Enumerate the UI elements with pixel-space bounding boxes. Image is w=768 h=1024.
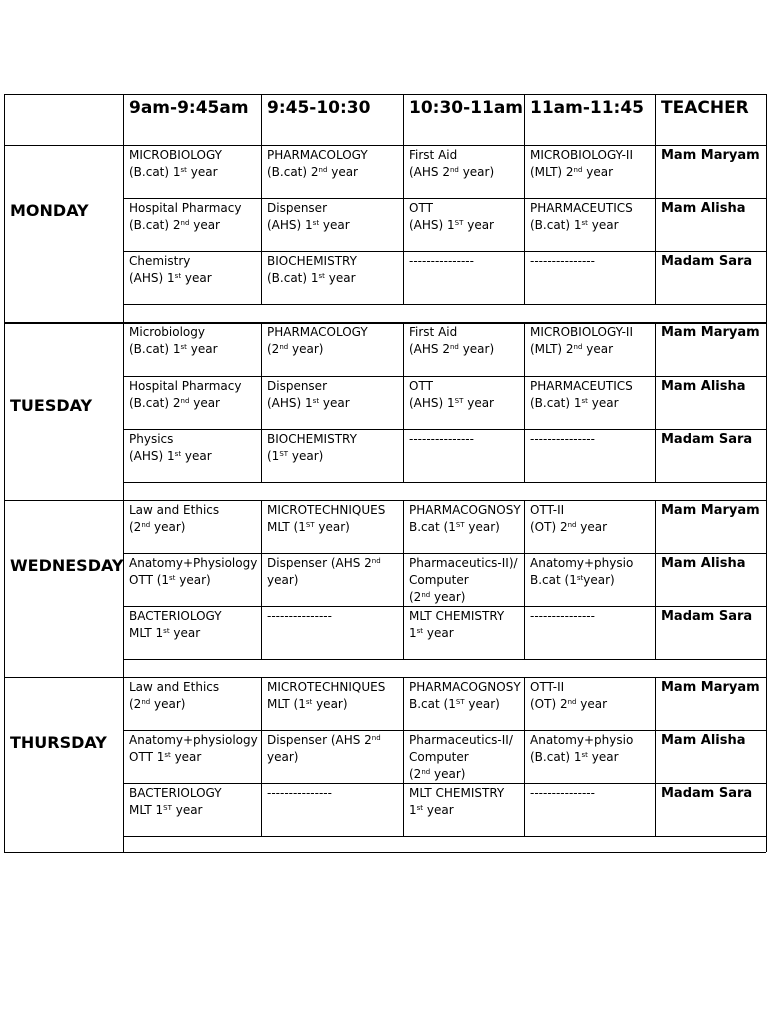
class-cell-line: MLT CHEMISTRY: [409, 786, 505, 800]
class-cell-line: Dispenser (AHS 2nd: [267, 733, 381, 747]
table-border: [403, 94, 404, 145]
class-cell-line: (2nd year): [409, 767, 466, 781]
table-border: [123, 783, 766, 784]
day-label: MONDAY: [10, 201, 89, 220]
table-border: [4, 94, 5, 145]
class-cell: [530, 785, 595, 802]
table-border: [123, 500, 124, 677]
table-border: [524, 500, 525, 659]
table-border: [123, 322, 124, 500]
class-cell-line: (B.cat) 1st year: [530, 218, 619, 232]
class-cell-line: year): [267, 750, 299, 764]
class-cell-line: (B.cat) 1st year: [129, 342, 218, 356]
class-cell: [129, 147, 222, 181]
class-cell-line: Physics: [129, 432, 174, 446]
class-cell: [267, 608, 332, 625]
class-cell-line: Hospital Pharmacy: [129, 201, 242, 215]
class-cell-line: PHARMACOGNOSY: [409, 680, 521, 694]
table-border: [524, 322, 525, 482]
class-cell-line: Law and Ethics: [129, 503, 220, 517]
table-border: [123, 836, 766, 837]
class-cell: [530, 502, 607, 536]
class-cell-line: (OT) 2nd year: [530, 520, 608, 534]
class-cell-line: ---------------: [267, 609, 332, 623]
table-border: [4, 500, 5, 677]
column-header: 9:45-10:30: [267, 98, 371, 118]
class-cell-line: OTT 1st year: [129, 750, 202, 764]
class-cell-line: Law and Ethics: [129, 680, 220, 694]
table-border: [4, 677, 5, 852]
class-cell: [129, 608, 222, 642]
class-cell-line: 1st year: [409, 803, 454, 817]
table-border: [766, 145, 767, 304]
class-cell-line: Dispenser: [267, 379, 327, 393]
table-border: [123, 429, 766, 430]
teacher-name: Madam Sara: [661, 609, 753, 624]
class-cell: [129, 732, 258, 766]
table-border: [123, 251, 766, 252]
table-border: [123, 304, 766, 305]
class-cell-line: First Aid: [409, 148, 458, 162]
class-cell: [409, 502, 521, 536]
table-border: [4, 145, 5, 322]
table-border: [766, 482, 767, 500]
table-border: [4, 677, 766, 678]
class-cell-line: (AHS) 1st year: [267, 218, 350, 232]
class-cell-line: (2nd year): [129, 697, 186, 711]
day-label: THURSDAY: [10, 733, 107, 752]
class-cell: [129, 785, 222, 819]
class-cell-line: (AHS 2nd year): [409, 342, 495, 356]
class-cell-line: PHARMACOLOGY: [267, 148, 368, 162]
table-border: [123, 145, 124, 322]
class-cell-line: PHARMACEUTICS: [530, 379, 633, 393]
table-border: [766, 94, 767, 145]
table-border: [403, 145, 404, 304]
table-border: [524, 677, 525, 836]
table-border: [655, 322, 656, 482]
teacher-name: Mam Maryam: [661, 325, 760, 340]
class-cell: [409, 679, 521, 713]
table-border: [403, 322, 404, 482]
class-cell-line: (AHS) 1st year: [267, 396, 350, 410]
table-border: [123, 376, 766, 377]
class-cell: [409, 608, 504, 642]
class-cell: [129, 431, 212, 465]
table-border: [766, 836, 767, 852]
table-border: [123, 677, 124, 852]
class-cell-line: OTT-II: [530, 503, 565, 517]
class-cell-line: OTT: [409, 201, 433, 215]
class-cell-line: BACTERIOLOGY: [129, 609, 222, 623]
class-cell-line: MICROTECHNIQUES: [267, 503, 386, 517]
class-cell-line: (AHS) 1ST year: [409, 218, 494, 232]
table-border: [403, 677, 404, 836]
class-cell: [267, 732, 381, 766]
class-cell: [409, 555, 518, 606]
class-cell: [267, 785, 332, 802]
class-cell: [409, 431, 474, 448]
class-cell-line: year): [267, 573, 299, 587]
class-cell-line: Computer: [409, 750, 469, 764]
class-cell: [267, 324, 368, 358]
class-cell: [409, 253, 474, 270]
class-cell-line: Dispenser (AHS 2nd: [267, 556, 381, 570]
class-cell-line: (B.cat) 1st year: [129, 165, 218, 179]
class-cell-line: Pharmaceutics-II)/: [409, 556, 518, 570]
class-cell-line: Anatomy+physio: [530, 556, 634, 570]
class-cell-line: OTT: [409, 379, 433, 393]
class-cell-line: Hospital Pharmacy: [129, 379, 242, 393]
class-cell: [129, 378, 241, 412]
teacher-name: Mam Alisha: [661, 379, 746, 394]
class-cell-line: B.cat (1ST year): [409, 520, 500, 534]
class-cell-line: B.cat (1ST year): [409, 697, 500, 711]
class-cell: [530, 324, 633, 358]
class-cell: [530, 431, 595, 448]
teacher-name: Mam Alisha: [661, 201, 746, 216]
class-cell-line: Pharmaceutics-II/: [409, 733, 513, 747]
class-cell: [530, 679, 607, 713]
class-cell-line: MLT (1ST year): [267, 520, 350, 534]
class-cell: [530, 147, 633, 181]
class-cell: [409, 785, 504, 819]
class-cell-line: ---------------: [530, 254, 595, 268]
class-cell-line: ---------------: [530, 609, 595, 623]
class-cell: [409, 324, 494, 358]
table-border: [4, 852, 766, 853]
class-cell-line: Chemistry: [129, 254, 191, 268]
class-cell-line: (B.cat) 1st year: [530, 396, 619, 410]
class-cell-line: MLT CHEMISTRY: [409, 609, 505, 623]
column-header: TEACHER: [661, 98, 749, 118]
class-cell-line: (1ST year): [267, 449, 324, 463]
class-cell: [267, 502, 385, 536]
teacher-name: Madam Sara: [661, 432, 753, 447]
teacher-name: Madam Sara: [661, 254, 753, 269]
class-cell-line: (OT) 2nd year: [530, 697, 608, 711]
teacher-name: Mam Alisha: [661, 556, 746, 571]
class-cell-line: (B.cat) 2nd year: [129, 396, 220, 410]
class-cell: [129, 679, 219, 713]
class-cell: [267, 679, 385, 713]
class-cell: [409, 200, 494, 234]
column-header: 9am-9:45am: [129, 98, 249, 118]
class-cell-line: (B.cat) 2nd year: [267, 165, 358, 179]
class-cell-line: ---------------: [267, 786, 332, 800]
teacher-name: Mam Maryam: [661, 680, 760, 695]
class-cell-line: Microbiology: [129, 325, 205, 339]
column-header: 11am-11:45: [530, 98, 645, 118]
class-cell-line: MLT 1st year: [129, 626, 201, 640]
teacher-name: Mam Alisha: [661, 733, 746, 748]
teacher-name: Madam Sara: [661, 786, 753, 801]
class-cell-line: Anatomy+physiology: [129, 733, 258, 747]
class-cell: [267, 378, 350, 412]
class-cell: [267, 200, 350, 234]
class-cell-line: PHARMACOGNOSY: [409, 503, 521, 517]
class-cell-line: OTT (1st year): [129, 573, 211, 587]
class-cell: [129, 502, 219, 536]
table-border: [261, 500, 262, 659]
class-cell-line: Dispenser: [267, 201, 327, 215]
class-cell-line: PHARMACOLOGY: [267, 325, 368, 339]
class-cell-line: (2nd year): [267, 342, 324, 356]
table-border: [403, 500, 404, 659]
class-cell-line: MLT 1ST year: [129, 803, 203, 817]
table-border: [766, 304, 767, 322]
table-border: [261, 677, 262, 836]
class-cell: [267, 555, 381, 589]
class-cell: [530, 732, 633, 766]
class-cell: [129, 555, 257, 589]
table-border: [655, 145, 656, 304]
class-cell: [409, 378, 494, 412]
table-border: [766, 659, 767, 677]
class-cell: [409, 147, 494, 181]
class-cell-line: ---------------: [530, 432, 595, 446]
class-cell-line: MICROBIOLOGY-II: [530, 325, 633, 339]
class-cell-line: ---------------: [530, 786, 595, 800]
class-cell: [530, 378, 633, 412]
class-cell-line: Computer: [409, 573, 469, 587]
class-cell-line: (MLT) 2nd year: [530, 165, 614, 179]
table-border: [524, 94, 525, 145]
table-border: [123, 659, 766, 660]
class-cell: [267, 431, 357, 465]
class-cell: [267, 253, 357, 287]
class-cell: [267, 147, 368, 181]
class-cell-line: 1st year: [409, 626, 454, 640]
class-cell-line: (AHS 2nd year): [409, 165, 495, 179]
class-cell: [129, 324, 218, 358]
table-border: [123, 730, 766, 731]
class-cell: [530, 608, 595, 625]
class-cell-line: BIOCHEMISTRY: [267, 432, 357, 446]
table-border: [655, 677, 656, 836]
class-cell-line: (MLT) 2nd year: [530, 342, 614, 356]
table-border: [655, 94, 656, 145]
class-cell: [530, 200, 633, 234]
table-border: [123, 553, 766, 554]
table-border: [261, 94, 262, 145]
day-label: WEDNESDAY: [10, 556, 124, 575]
class-cell-line: Anatomy+Physiology: [129, 556, 258, 570]
table-border: [261, 322, 262, 482]
class-cell-line: B.cat (1styear): [530, 573, 615, 587]
table-border: [123, 198, 766, 199]
table-border: [4, 94, 766, 95]
table-border: [4, 322, 5, 500]
class-cell-line: (B.cat) 2nd year: [129, 218, 220, 232]
table-border: [4, 500, 766, 501]
class-cell-line: (2nd year): [409, 590, 466, 604]
table-border: [123, 482, 766, 483]
class-cell-line: (B.cat) 1st year: [530, 750, 619, 764]
class-cell-line: MICROBIOLOGY: [129, 148, 223, 162]
column-header: 10:30-11am: [409, 98, 524, 118]
class-cell: [530, 555, 633, 589]
class-cell-line: First Aid: [409, 325, 458, 339]
class-cell-line: (AHS) 1st year: [129, 449, 212, 463]
class-cell-line: OTT-II: [530, 680, 565, 694]
teacher-name: Mam Maryam: [661, 148, 760, 163]
table-border: [655, 500, 656, 659]
table-border: [261, 145, 262, 304]
class-cell-line: (B.cat) 1st year: [267, 271, 356, 285]
class-cell-line: MLT (1st year): [267, 697, 348, 711]
class-cell: [129, 253, 212, 287]
class-cell: [409, 732, 513, 783]
table-border: [123, 606, 766, 607]
class-cell-line: PHARMACEUTICS: [530, 201, 633, 215]
class-cell-line: (AHS) 1ST year: [409, 396, 494, 410]
class-cell-line: MICROBIOLOGY-II: [530, 148, 633, 162]
class-cell-line: BIOCHEMISTRY: [267, 254, 357, 268]
class-cell: [129, 200, 241, 234]
class-cell-line: BACTERIOLOGY: [129, 786, 222, 800]
class-cell: [530, 253, 595, 270]
table-border: [4, 145, 766, 146]
class-cell-line: MICROTECHNIQUES: [267, 680, 386, 694]
table-border: [123, 94, 124, 145]
table-border: [4, 322, 766, 324]
table-border: [524, 145, 525, 304]
day-label: TUESDAY: [10, 396, 93, 415]
class-cell-line: ---------------: [409, 254, 474, 268]
class-cell-line: ---------------: [409, 432, 474, 446]
table-border: [766, 322, 767, 482]
table-border: [766, 500, 767, 659]
class-cell-line: (AHS) 1st year: [129, 271, 212, 285]
class-cell-line: (2nd year): [129, 520, 186, 534]
class-cell-line: Anatomy+physio: [530, 733, 634, 747]
teacher-name: Mam Maryam: [661, 503, 760, 518]
table-border: [766, 677, 767, 836]
